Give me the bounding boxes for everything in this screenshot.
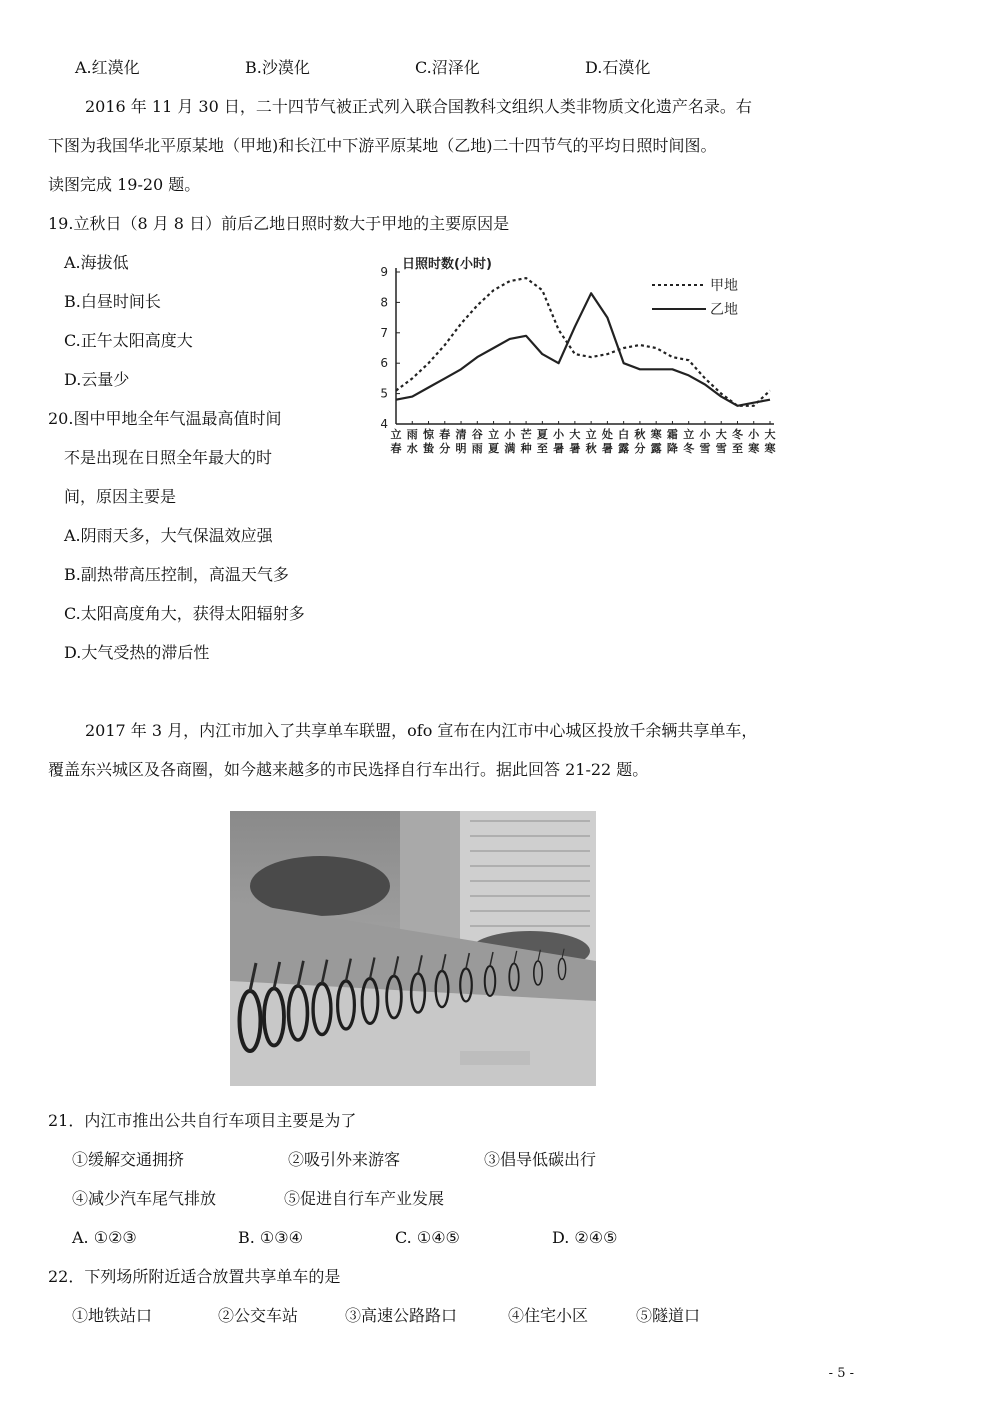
q22-item-4: ④住宅小区 (508, 1306, 589, 1325)
q18-option-b: B.沙漠化 (245, 58, 310, 77)
x-tick-label-bottom: 蛰 (423, 442, 435, 455)
legend-label-1: 甲地 (710, 278, 738, 294)
x-tick-label-top: 秋 (634, 428, 646, 441)
x-tick-label-top: 谷 (471, 428, 483, 441)
q19-option-a: A.海拔低 (64, 253, 129, 272)
x-tick-label-bottom: 至 (536, 442, 548, 455)
q20-option-d: D.大气受热的滞后性 (64, 643, 210, 662)
x-tick-label-bottom: 寒 (748, 442, 760, 455)
page-number: - 5 - (828, 1366, 854, 1381)
x-tick-label-bottom: 暑 (601, 442, 613, 455)
q19-stem: 19.立秋日（8 月 8 日）前后乙地日照时数大于甲地的主要原因是 (48, 214, 510, 233)
x-tick-label-top: 小 (748, 428, 760, 441)
q21-item-1: ①缓解交通拥挤 (72, 1150, 185, 1169)
q21-option-a: A. ①②③ (72, 1228, 137, 1247)
x-tick-label-bottom: 雨 (471, 442, 483, 455)
x-tick-label-bottom: 雪 (715, 442, 727, 455)
q21-option-d: D. ②④⑤ (552, 1228, 618, 1247)
q22-stem: 22．下列场所附近适合放置共享单车的是 (48, 1267, 341, 1286)
intro1-line2: 下图为我国华北平原某地（甲地)和长江中下游平原某地（乙地)二十四节气的平均日照时间图。 (48, 136, 717, 155)
y-tick-label: 5 (380, 386, 388, 401)
x-tick-label-top: 春 (439, 428, 451, 441)
x-tick-label-bottom: 冬 (683, 442, 695, 455)
q20-stem-line2: 不是出现在日照全年最大的时 (64, 448, 273, 467)
x-tick-label-bottom: 春 (390, 442, 402, 455)
q20-option-a: A.阴雨天多，大气保温效应强 (64, 526, 273, 545)
y-tick-label: 9 (380, 265, 388, 279)
q22-item-3: ③高速公路路口 (345, 1306, 458, 1325)
intro2-line1: 2017 年 3 月，内江市加入了共享单车联盟，ofo 宣布在内江市中心城区投放千余辆共享单车， (85, 721, 758, 740)
x-tick-label-top: 小 (699, 428, 711, 441)
q19-option-d: D.云量少 (64, 370, 130, 389)
q21-option-b: B. ①③④ (238, 1228, 303, 1247)
x-tick-label-bottom: 至 (731, 442, 743, 455)
q20-stem-line3: 间，原因主要是 (64, 487, 177, 506)
q18-option-d: D.石漠化 (585, 58, 651, 77)
x-tick-label-bottom: 暑 (569, 442, 581, 455)
x-tick-label-top: 大 (569, 428, 581, 441)
x-tick-label-bottom: 露 (618, 442, 630, 455)
x-tick-label-bottom: 满 (504, 442, 516, 455)
q21-item-3: ③倡导低碳出行 (484, 1150, 597, 1169)
x-tick-label-top: 小 (553, 428, 565, 441)
x-tick-label-top: 大 (715, 428, 727, 441)
x-tick-label-top: 立 (488, 428, 500, 441)
q21-item-2: ②吸引外来游客 (288, 1150, 401, 1169)
q18-option-a: A.红漠化 (75, 58, 140, 77)
y-tick-label: 8 (380, 295, 388, 310)
q19-option-c: C.正午太阳高度大 (64, 331, 193, 350)
q21-item-5: ⑤促进自行车产业发展 (284, 1189, 445, 1208)
x-tick-label-top: 立 (585, 428, 597, 441)
q22-item-2: ②公交车站 (218, 1306, 299, 1325)
legend-label-2: 乙地 (710, 302, 738, 318)
x-tick-label-bottom: 雪 (699, 442, 711, 455)
x-tick-label-bottom: 秋 (585, 442, 597, 455)
x-tick-label-top: 惊 (423, 428, 435, 441)
y-tick-label: 6 (380, 356, 388, 371)
q22-item-5: ⑤隧道口 (636, 1306, 701, 1325)
q19-option-b: B.白昼时间长 (64, 292, 161, 311)
y-tick-label: 7 (380, 325, 388, 340)
q20-stem-line1: 20.图中甲地全年气温最高值时间 (48, 409, 282, 428)
intro1-line1: 2016 年 11 月 30 日，二十四节气被正式列入联合国教科文组织人类非物质文化遗产名录。右 (85, 97, 752, 116)
q21-item-4: ④减少汽车尾气排放 (72, 1189, 217, 1208)
x-tick-label-top: 清 (455, 428, 467, 441)
shared-bikes-photo (230, 811, 596, 1086)
x-tick-label-top: 寒 (650, 428, 662, 441)
x-tick-label-bottom: 明 (455, 442, 467, 455)
x-tick-label-bottom: 分 (439, 442, 451, 455)
x-tick-label-bottom: 种 (520, 442, 532, 455)
x-tick-label-top: 小 (504, 428, 516, 441)
x-tick-label-bottom: 水 (406, 442, 418, 455)
q18-option-c: C.沼泽化 (415, 58, 480, 77)
q21-option-c: C. ①④⑤ (395, 1228, 460, 1247)
intro2-line2: 覆盖东兴城区及各商圈，如今越来越多的市民选择自行车出行。据此回答 21-22 题。 (48, 760, 649, 779)
intro1-line3: 读图完成 19-20 题。 (48, 175, 201, 194)
x-tick-label-top: 处 (601, 428, 613, 441)
x-tick-label-bottom: 寒 (764, 442, 776, 455)
x-tick-label-top: 立 (390, 428, 402, 441)
x-tick-label-top: 芒 (520, 428, 532, 441)
x-tick-label-bottom: 降 (666, 442, 678, 455)
x-tick-label-top: 冬 (731, 428, 743, 441)
x-tick-label-top: 白 (618, 428, 630, 441)
y-tick-label: 4 (380, 417, 388, 431)
y-axis-title: 日照时数(小时) (402, 257, 492, 272)
q20-option-c: C.太阳高度角大，获得太阳辐射多 (64, 604, 305, 623)
sunshine-hours-chart (350, 252, 780, 462)
x-tick-label-top: 雨 (406, 428, 418, 441)
x-tick-label-top: 立 (683, 428, 695, 441)
x-tick-label-top: 夏 (536, 428, 548, 441)
x-tick-label-bottom: 露 (650, 442, 662, 455)
x-tick-label-bottom: 夏 (488, 442, 500, 455)
x-tick-label-top: 大 (764, 428, 776, 441)
q21-stem: 21．内江市推出公共自行车项目主要是为了 (48, 1111, 357, 1130)
x-tick-label-bottom: 分 (634, 442, 646, 455)
x-tick-label-bottom: 暑 (553, 442, 565, 455)
q22-item-1: ①地铁站口 (72, 1306, 153, 1325)
series-line-1 (396, 278, 770, 406)
q20-option-b: B.副热带高压控制，高温天气多 (64, 565, 289, 584)
x-tick-label-top: 霜 (666, 428, 678, 441)
